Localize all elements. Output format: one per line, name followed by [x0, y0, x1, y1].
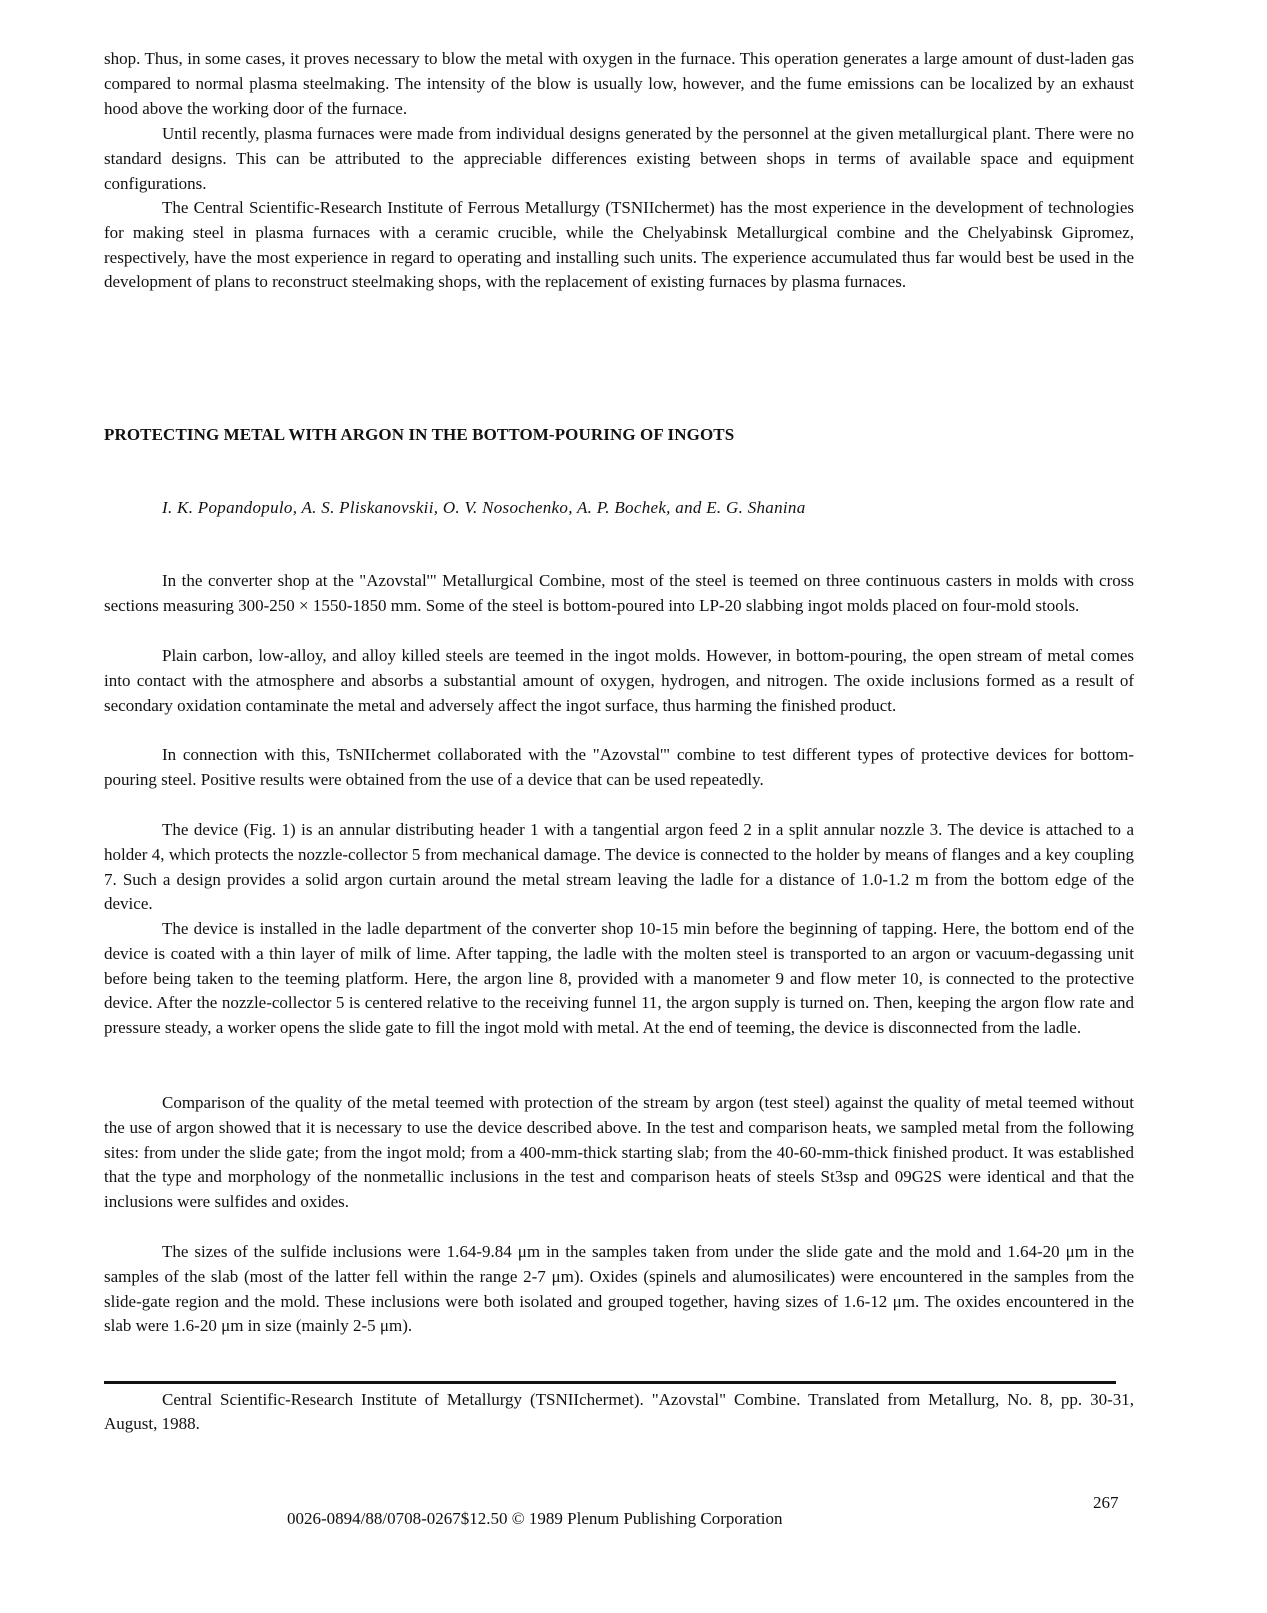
body-paragraph: The Central Scientific-Research Institute of Ferrous Metallurgy (TSNIIchermet) has the most experience in the development of technologies for making steel in plasma furnaces with a ceramic crucible, while the Chelyabinsk Metallurgical combine and the Chelyabinsk Gipromez, respectively, have the most experience in regard to operating and installing such units. The experience accumulated thus far would best be used in the development of plans to reconstruct steelmaking shops, with the replacement of existing furnaces by plasma furnaces. — [104, 198, 1134, 292]
body-paragraph: Until recently, plasma furnaces were made from individual designs generated by the personnel at the given metallurgical plant. There were no standard designs. This can be attributed to the appreciable differences existing between shops in terms of available space and equipment configurations. — [104, 124, 1134, 193]
body-paragraph: Comparison of the quality of the metal teemed with protection of the stream by argon (test steel) against the quality of metal teemed without the use of argon showed that it is necessary to use the device described above. In the test and comparison heats, we sampled metal from the following sites: from under the slide gate; from the ingot mold; from a 400-mm-thick starting slab; from the 40-60-mm-thick finished product. It was established that the type and morphology of the nonmetallic inclusions in the test and comparison heats of steels St3sp and 09G2S were identical and that the inclusions were sulfides and oxides. — [104, 1093, 1134, 1212]
body-paragraph: The sizes of the sulfide inclusions were 1.64-9.84 μm in the samples taken from under the slide gate and the mold and 1.64-20 μm in the samples of the slab (most of the latter fell within the range 2-7 μm). Oxides (spinels and alumosilicates) were encountered in the samples from the slide-gate region and the mold. These inclusions were both isolated and grouped together, having sizes of 1.6-12 μm. The oxides encountered in the slab were 1.6-20 μm in size (mainly 2-5 μm). — [104, 1242, 1134, 1336]
body-paragraph: Plain carbon, low-alloy, and alloy killed steels are teemed in the ingot molds. However, in bottom-pouring, the open stream of metal comes into contact with the atmosphere and absorbs a substantial amount of oxygen, hydrogen, and nitrogen. The oxide inclusions formed as a result of secondary oxidation contaminate the metal and adversely affect the ingot surface, thus harming the finished product. — [104, 646, 1134, 715]
article-title: PROTECTING METAL WITH ARGON IN THE BOTTOM-POURING OF INGOTS — [104, 425, 735, 444]
footnote-divider — [104, 1381, 1116, 1384]
body-paragraph: The device is installed in the ladle department of the converter shop 10-15 min before the beginning of tapping. Here, the bottom end of the device is coated with a thin layer of milk of lime. After tapping, the ladle with the molten steel is transported to an argon or vacuum-degassing unit before being taken to the teeming platform. Here, the argon line 8, provided with a manometer 9 and flow meter 10, is connected to the protective device. After the nozzle-collector 5 is centered relative to the receiving funnel 11, the argon supply is turned on. Then, keeping the argon flow rate and pressure steady, a worker opens the slide gate to fill the ingot mold with metal. At the end of teeming, the device is disconnected from the ladle. — [104, 919, 1134, 1038]
body-paragraph: In the converter shop at the "Azovstal'" Metallurgical Combine, most of the steel is teemed on three continuous casters in molds with cross sections measuring 300-250 × 1550-1850 mm. Some of the steel is bottom-poured into LP-20 slabbing ingot molds placed on four-mold stools. — [104, 571, 1134, 615]
article-authors: I. K. Popandopulo, A. S. Pliskanovskii, O. V. Nosochenko, A. P. Bochek, and E. G. Shanina — [162, 498, 806, 517]
footnote: Central Scientific-Research Institute of Metallurgy (TSNIIchermet). "Azovstal" Combine. Translated from Metallurg, No. 8, pp. 30-31, August, 1988. — [104, 1390, 1134, 1433]
body-paragraph: In connection with this, TsNIIchermet collaborated with the "Azovstal'" combine to test different types of protective devices for bottom-pouring steel. Positive results were obtained from the use of a device that can be used repeatedly. — [104, 745, 1134, 789]
body-paragraph: shop. Thus, in some cases, it proves necessary to blow the metal with oxygen in the furnace. This operation generates a large amount of dust-laden gas compared to normal plasma steelmaking. The intensity of the blow is usually low, however, and the fume emissions can be localized by an exhaust hood above the working door of the furnace. — [104, 49, 1134, 118]
page-number: 267 — [1093, 1493, 1119, 1512]
copyright-line: 0026-0894/88/0708-0267$12.50 © 1989 Plenum Publishing Corporation — [287, 1509, 783, 1528]
body-paragraph: The device (Fig. 1) is an annular distributing header 1 with a tangential argon feed 2 in a split annular nozzle 3. The device is attached to a holder 4, which protects the nozzle-collector 5 from mechanical damage. The device is connected to the holder by means of flanges and a key coupling 7. Such a design provides a solid argon curtain around the metal stream leaving the ladle for a distance of 1.0-1.2 m from the bottom edge of the device. — [104, 820, 1134, 914]
